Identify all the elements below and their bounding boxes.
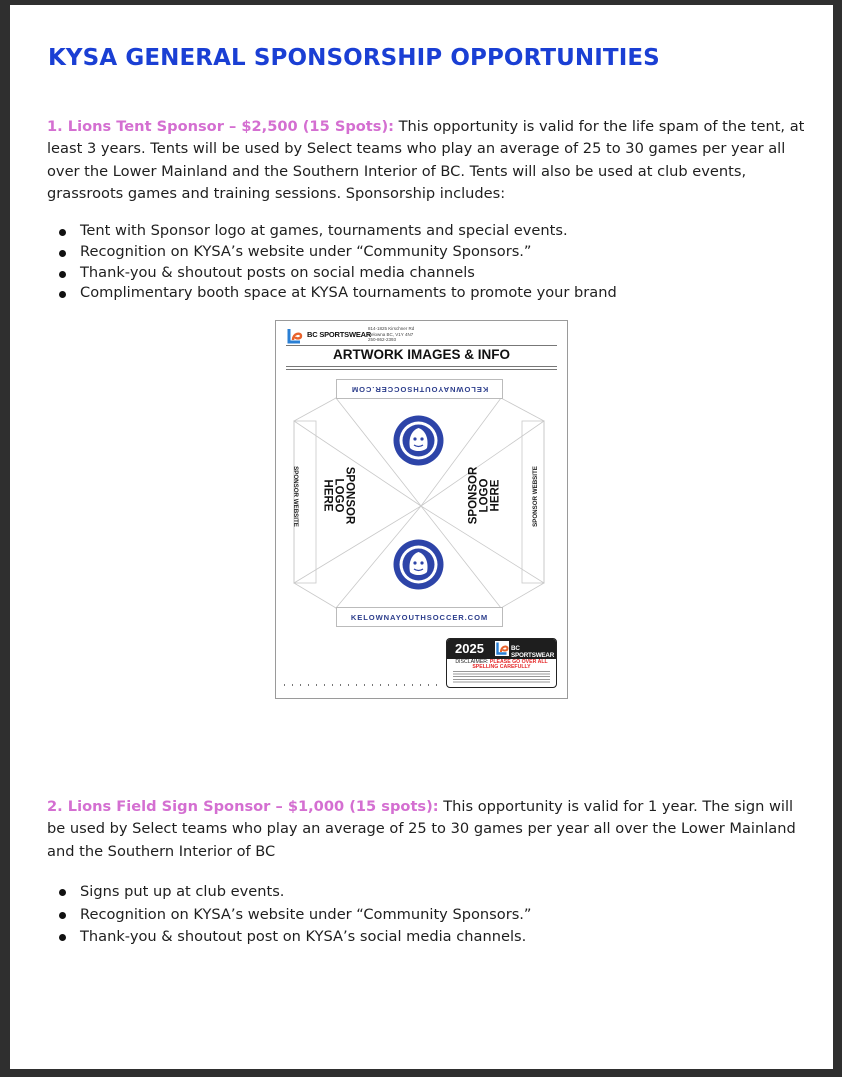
section1-body: This opportunity is valid for the life spam of the tent, at least 3 years. Tents will be used by Select teams who play an average of 25 to 30 games per year all over the Lower Mainland and the Southern Interior of BC. Tents will also be used at club events, grassroots games and training sessions. Sponsorship includes:	[47, 118, 805, 203]
artwork-title: ARTWORK IMAGES & INFO	[333, 347, 510, 362]
artwork-ruler	[284, 684, 444, 686]
kysa-crest-top-icon	[392, 414, 445, 467]
bc-sportswear-logo-icon	[286, 327, 303, 345]
section1-lead: 1. Lions Tent Sponsor – $2,500 (15 Spots):	[47, 118, 394, 135]
artwork-address: 814-1825 Kirschner Rd Kelowna BC, V1Y 4N7 250-862-2393	[368, 326, 415, 342]
list-item: Signs put up at club events.	[50, 881, 532, 904]
title-divider-bottom	[286, 369, 557, 370]
list-item: Thank-you & shoutout posts on social media channels	[50, 263, 617, 284]
website-banner-top: KELOWNAYOUTHSOCCER.COM	[336, 379, 503, 399]
section2-bullets	[50, 881, 532, 949]
list-item: Tent with Sponsor logo at games, tournaments and special events.	[50, 221, 617, 242]
tent-artwork-image	[275, 320, 568, 699]
footer-brand: BC SPORTSWEAR	[511, 645, 555, 659]
section1-bullets	[50, 221, 617, 304]
sponsor-logo-right: SPONSOR LOGO HERE	[467, 466, 502, 525]
sponsor-website-right: SPONSOR WEBSITE	[531, 466, 539, 527]
section2-paragraph	[47, 796, 807, 863]
list-item: Thank-you & shoutout post on KYSA’s social media channels.	[50, 926, 532, 949]
list-item: Recognition on KYSA’s website under “Community Sponsors.”	[50, 242, 617, 263]
section1-paragraph	[47, 116, 807, 206]
section2-lead: 2. Lions Field Sign Sponsor – $1,000 (15 spots):	[47, 798, 439, 815]
footer-year: 2025	[455, 641, 484, 656]
artwork-brand: BC SPORTSWEAR	[307, 330, 372, 339]
document-title: KYSA GENERAL SPONSORSHIP OPPORTUNITIES	[48, 45, 660, 71]
tent-outline	[276, 371, 567, 636]
list-item: Recognition on KYSA’s website under “Community Sponsors.”	[50, 904, 532, 927]
website-banner-bottom: KELOWNAYOUTHSOCCER.COM	[336, 607, 503, 627]
footer-brand-logo-icon	[495, 641, 509, 656]
list-item: Complimentary booth space at KYSA tournaments to promote your brand	[50, 283, 617, 304]
document-page	[10, 5, 833, 1069]
title-divider-top	[286, 366, 557, 367]
footer-fine-print	[453, 671, 550, 684]
sponsor-logo-left: SPONSOR LOGO HERE	[321, 466, 356, 525]
sponsor-website-left: SPONSOR WEBSITE	[291, 466, 299, 527]
artwork-footer-badge	[446, 638, 557, 688]
kysa-crest-bottom-icon	[392, 538, 445, 591]
section2-body: This opportunity is valid for 1 year. The sign will be used by Select teams who play an average of 25 to 30 games per year all over the Lower Mainland and the Southern Interior of BC	[47, 798, 796, 860]
header-divider	[286, 345, 557, 346]
footer-disclaimer: DISCLAIMER: PLEASE GO OVER ALL SPELLING CAREFULLY	[455, 659, 548, 671]
